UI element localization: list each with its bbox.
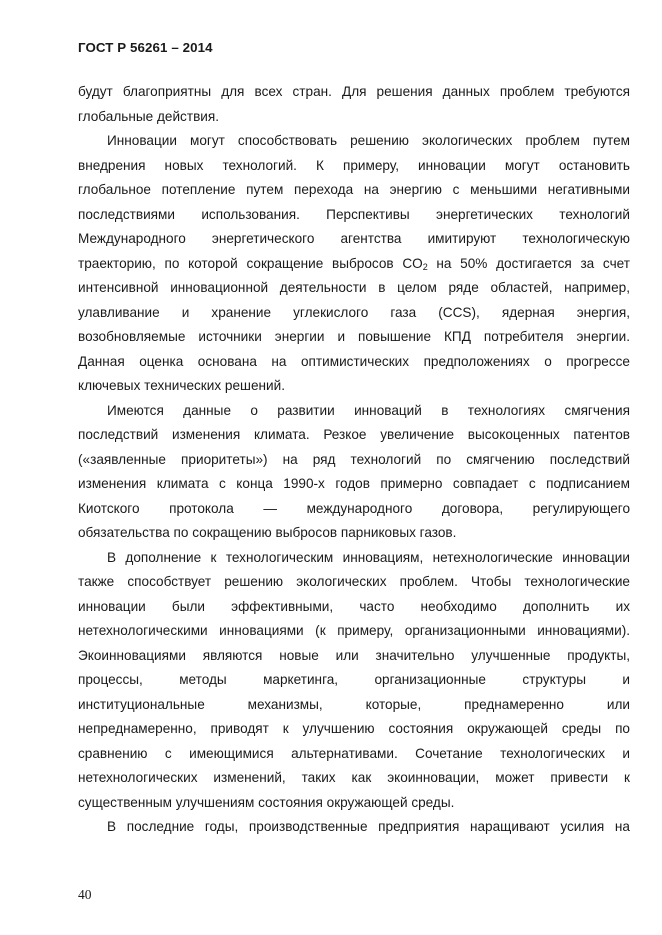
text-line: интенсивной инновационной деятельности в целом ряде областей, например, xyxy=(78,280,630,295)
text-line: Данная оценка основана на оптимистических предположениях о прогрессе xyxy=(78,353,630,369)
text-line: Имеются данные о развитии инноваций в технологиях смягчения xyxy=(107,402,630,418)
paragraph-3 xyxy=(78,399,630,546)
text-line: В дополнение к технологическим инновациям, нетехнологические инновации xyxy=(107,549,630,565)
text-line: возобновляемые источники энергии и повышение КПД потребителя энергии. xyxy=(78,329,630,344)
text-line: Экоинновациями являются новые или значительно улучшенные продукты, xyxy=(78,647,630,663)
text-line: («заявленные приоритеты») на ряд технологий по смягчению последствий xyxy=(78,451,630,467)
body-text xyxy=(78,80,630,840)
text-line: изменения климата с конца 1990-х годов примерно совпадает с подписанием xyxy=(78,476,630,491)
text-line: непреднамеренно, приводят к улучшению состояния окружающей среды по xyxy=(78,721,630,736)
paragraph-2 xyxy=(78,129,630,399)
co2-line-tail: на 50% достигается за счет xyxy=(427,255,630,271)
text-line: будут благоприятны для всех стран. Для решения данных проблем требуются xyxy=(78,84,630,99)
text-line: глобальные действия. xyxy=(78,108,220,124)
text-line: последствиями использования. Перспективы энергетических технологий xyxy=(78,206,630,222)
text-line: В последние годы, производственные предприятия наращивают усилия на xyxy=(107,819,630,834)
paragraph-4 xyxy=(78,546,630,816)
text-line: существенным улучшениям состояния окружающей среды. xyxy=(78,794,455,810)
text-line: институциональные механизмы, которые, преднамеренно или xyxy=(78,696,630,712)
text-line-co2 xyxy=(78,252,630,277)
page-number: 40 xyxy=(78,887,92,902)
paragraph-1 xyxy=(78,80,630,129)
text-line: улавливание и хранение углекислого газа (CCS), ядерная энергия, xyxy=(78,304,630,320)
text-line: сравнению с имеющимися альтернативами. Сочетание технологических и xyxy=(78,745,630,761)
text-line: последствий изменения климата. Резкое увеличение высокоценных патентов xyxy=(78,427,630,442)
text-line: Международного энергетического агентства имитируют технологическую xyxy=(78,231,630,246)
text-line: внедрения новых технологий. К примеру, инновации могут остановить xyxy=(78,157,630,173)
text-line: ключевых технических решений. xyxy=(78,378,285,393)
text-line: нетехнологических изменений, таких как экоинновации, может привести к xyxy=(78,770,630,785)
text-line: инновации были эффективными, часто необходимо дополнить их xyxy=(78,598,630,614)
text-line: нетехнологическими инновациями (к примеру, организационными инновациями). xyxy=(78,623,630,638)
text-line: Инновации могут способствовать решению экологических проблем путем xyxy=(107,133,630,148)
text-line: Киотского протокола — международного договора, регулирующего xyxy=(78,500,630,516)
paragraph-5 xyxy=(78,815,630,840)
document-header: ГОСТ Р 56261 – 2014 xyxy=(78,40,213,55)
co2-subscript: 2 xyxy=(422,261,428,272)
co2-line-head: траекторию, по которой сокращение выбросов CO xyxy=(78,255,423,271)
text-line: глобальное потепление путем перехода на энергию с меньшими негативными xyxy=(78,182,630,197)
text-line: также способствует решению экологических проблем. Чтобы технологические xyxy=(78,574,630,589)
text-line: процессы, методы маркетинга, организационные структуры и xyxy=(78,672,630,687)
text-line: обязательства по сокращению выбросов парниковых газов. xyxy=(78,525,457,540)
